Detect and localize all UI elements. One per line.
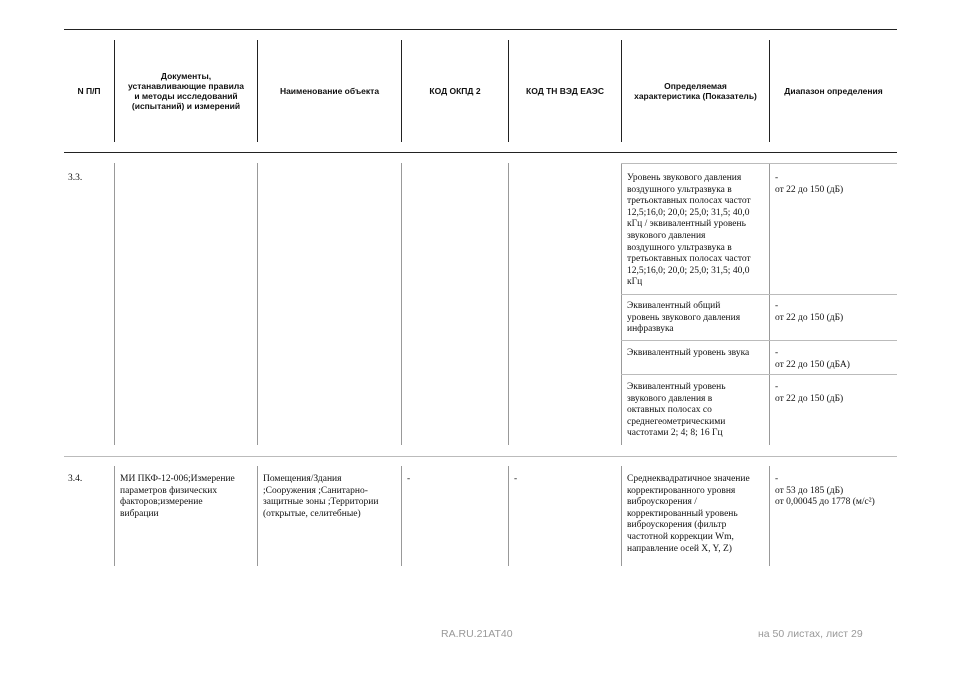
- column-header-documents: Документы, устанавливающие правила и методы исследований (испытаний) и измерений: [128, 71, 244, 111]
- characteristic-cell: Эквивалентный общий уровень звукового давления инфразвука: [627, 301, 741, 335]
- row-separator: [64, 456, 897, 457]
- row-col-divider: [114, 163, 115, 445]
- column-header-okpd: КОД ОКПД 2: [429, 86, 481, 96]
- column-header-tnved: КОД ТН ВЭД ЕАЭС: [526, 86, 604, 96]
- range-cell: - от 22 до 150 (дБ): [775, 382, 844, 404]
- object-cell: Помещения/Здания ;Сооружения ;Санитарно- защитные зоны ;Территории (открытые, селитебные): [263, 474, 379, 519]
- subrow-divider: [621, 374, 897, 375]
- row-col-divider: [621, 163, 622, 445]
- range-cell: - от 53 до 185 (дБ) от 0,00045 до 1778 (м/с²): [775, 474, 875, 508]
- characteristic-cell: Эквивалентный уровень звука: [627, 348, 750, 358]
- row-col-divider: [114, 466, 115, 566]
- range-cell: - от 22 до 150 (дБА): [775, 348, 850, 370]
- footer-sheet-info: на 50 листах, лист 29: [758, 628, 863, 640]
- documents-cell: МИ ПКФ-12-006;Измерение параметров физических факторов;измерение вибрации: [120, 474, 235, 519]
- row-number: 3.4.: [68, 474, 83, 484]
- subrow-top-rule: [621, 163, 897, 164]
- column-header-range: Диапазон определения: [784, 86, 883, 96]
- column-header-characteristic: Определяемая характеристика (Показатель): [634, 81, 757, 101]
- column-header-object: Наименование объекта: [279, 86, 380, 96]
- characteristic-cell: Эквивалентный уровень звукового давления в октавных полосах со среднегеометрическими частотами 2; 4; 8; 16 Гц: [627, 382, 726, 439]
- subrow-divider: [621, 340, 897, 341]
- range-cell: - от 22 до 150 (дБ): [775, 301, 844, 323]
- row-col-divider: [621, 466, 622, 566]
- column-header-number: N П/П: [77, 86, 101, 96]
- row-col-divider: [401, 466, 402, 566]
- row-col-divider: [769, 163, 770, 445]
- row-col-divider: [257, 163, 258, 445]
- characteristic-cell: Уровень звукового давления воздушного ультразвука в третьоктавных полосах частот 12,5;16,0; 20,0; 25,0; 31,5; 40,0 кГц / эквивалентный уровень звукового давления воздушного ультразвука в третьоктавных полосах частот 12,5;16,0; 20,0; 25,0; 31,5; 40,0 кГц: [627, 173, 751, 288]
- header-top-rule: [64, 29, 897, 30]
- subrow-divider: [621, 294, 897, 295]
- row-number: 3.3.: [68, 173, 83, 183]
- footer-doc-id: RA.RU.21AT40: [441, 628, 513, 640]
- tnved-cell: -: [514, 474, 518, 484]
- header-bottom-rule: [64, 152, 897, 153]
- characteristic-cell: Среднеквадратичное значение корректированного уровня виброускорения / корректированный уровень виброускорения (фильтр частотной коррекции Wm, направление осей X, Y, Z): [627, 474, 750, 554]
- row-col-divider: [401, 163, 402, 445]
- row-col-divider: [508, 466, 509, 566]
- okpd-cell: -: [407, 474, 411, 484]
- row-col-divider: [508, 163, 509, 445]
- range-cell: - от 22 до 150 (дБ): [775, 173, 844, 195]
- row-col-divider: [257, 466, 258, 566]
- row-col-divider: [769, 466, 770, 566]
